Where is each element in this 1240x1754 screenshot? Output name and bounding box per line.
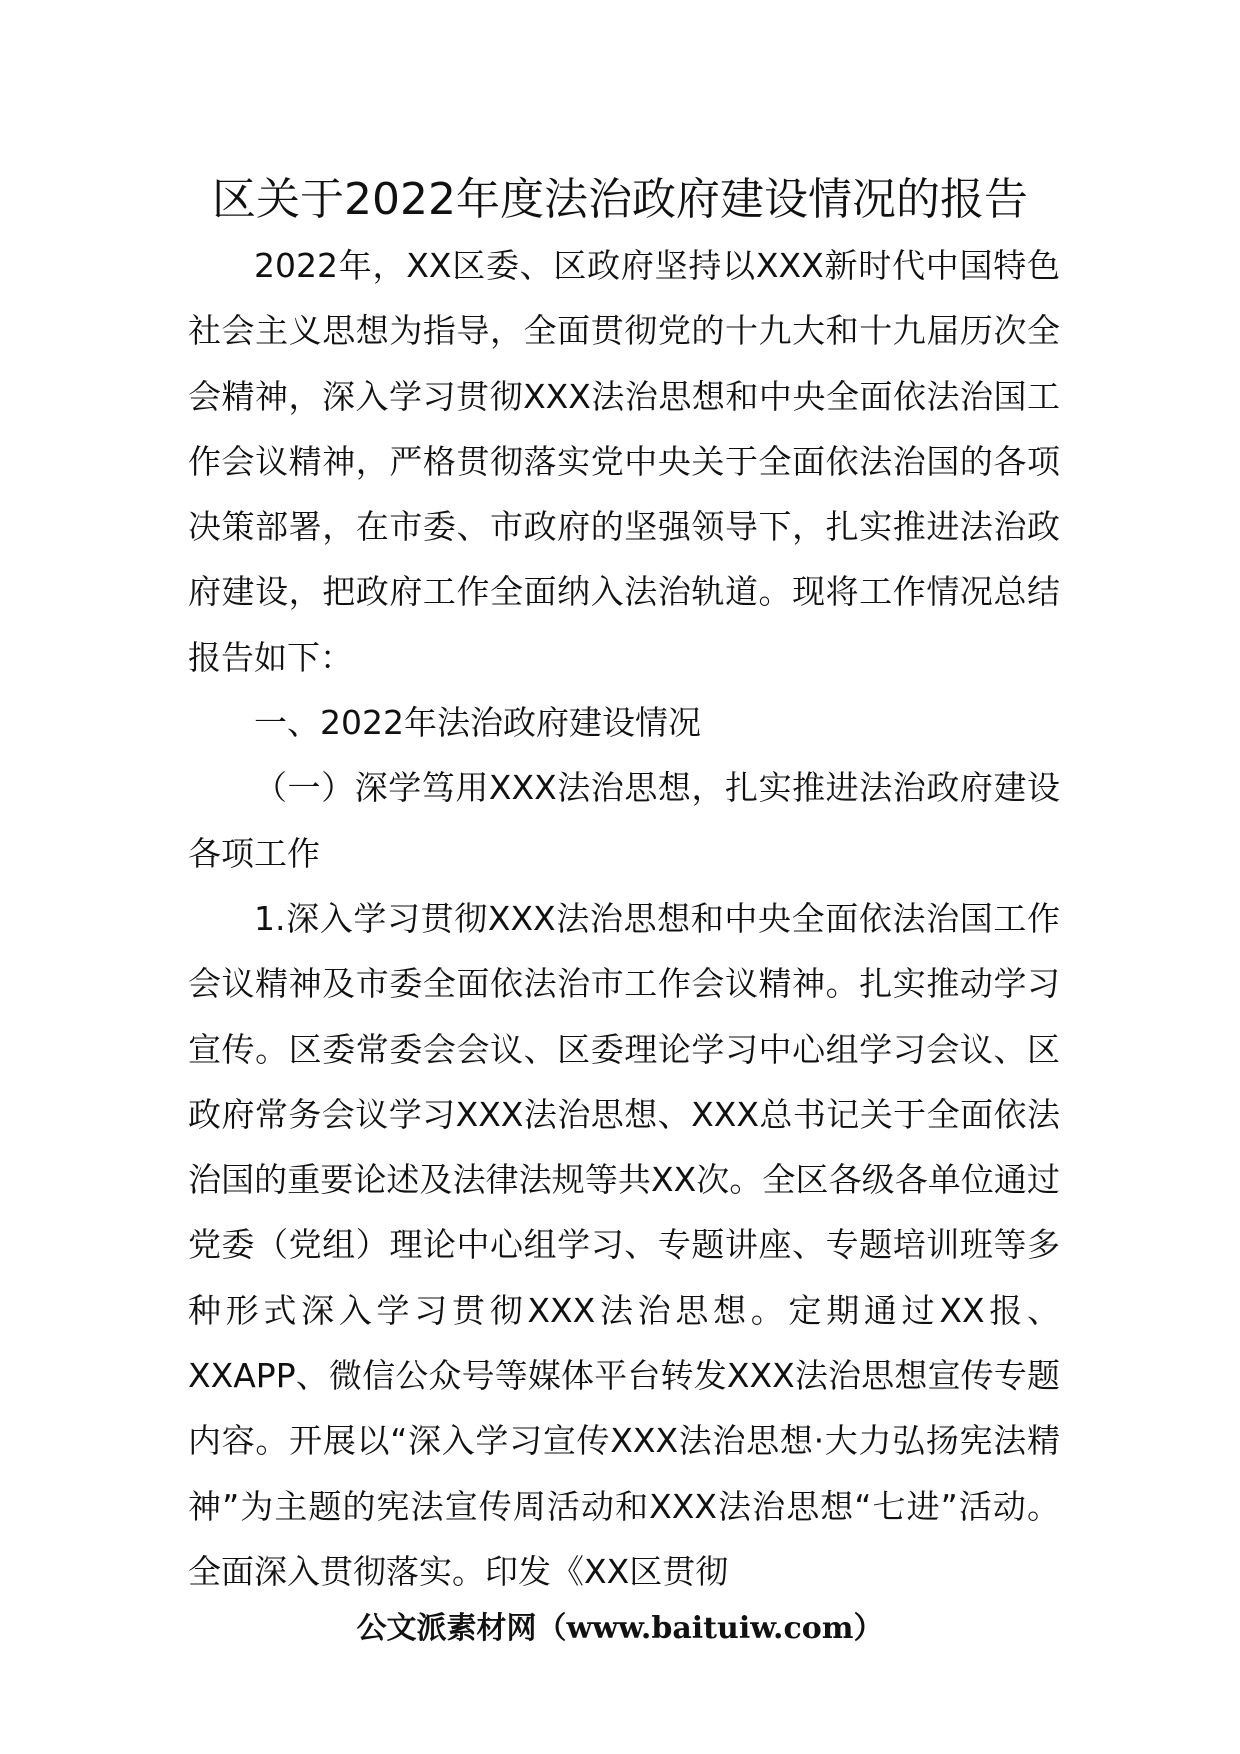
section-heading-1: 一、2022年法治政府建设情况 <box>254 703 701 743</box>
paragraph-intro: 2022年，XX区委、区政府坚持以XXX新时代中国特色社会主义思想为指导，全面贯彻党的十九大和十九届历次全会精神，深入学习贯彻XXX法治思想和中央全面依法治国工作会议精神，严格贯彻落实党中央关于全面依法治国的各项决策部署，在市委、市政府的坚强领导下，扎实推进法治政府建设，把政府工作全面纳入法治轨道。现将工作情况总结报告如下： <box>188 246 1060 677</box>
subsection-heading-1: （一）深学笃用XXX法治思想，扎实推进法治政府建设各项工作 <box>188 768 1060 873</box>
document-body <box>188 233 1060 1604</box>
document-title: 区关于2022年度法治政府建设情况的报告 <box>212 174 1028 225</box>
paragraph-item-1: 1.深入学习贯彻XXX法治思想和中央全面依法治国工作会议精神及市委全面依法治市工作会议精神。扎实推动学习宣传。区委常委会会议、区委理论学习中心组学习会议、区政府常务会议学习XXX法治思想、XXX总书记关于全面依法治国的重要论述及法律法规等共XX次。全区各级各单位通过党委（党组）理论中心组学习、专题讲座、专题培训班等多种形式深入学习贯彻XXX法治思想。定期通过XX报、XXAPP、微信公众号等媒体平台转发XXX法治思想宣传专题内容。开展以“深入学习宣传XXX法治思想·大力弘扬宪法精神”为主题的宪法宣传周活动和XXX法治思想“七进”活动。全面深入贯彻落实。印发《XX区贯彻 <box>188 898 1060 1591</box>
footer-watermark: 公文派素材网（www.baituiw.com） <box>356 1611 884 1646</box>
